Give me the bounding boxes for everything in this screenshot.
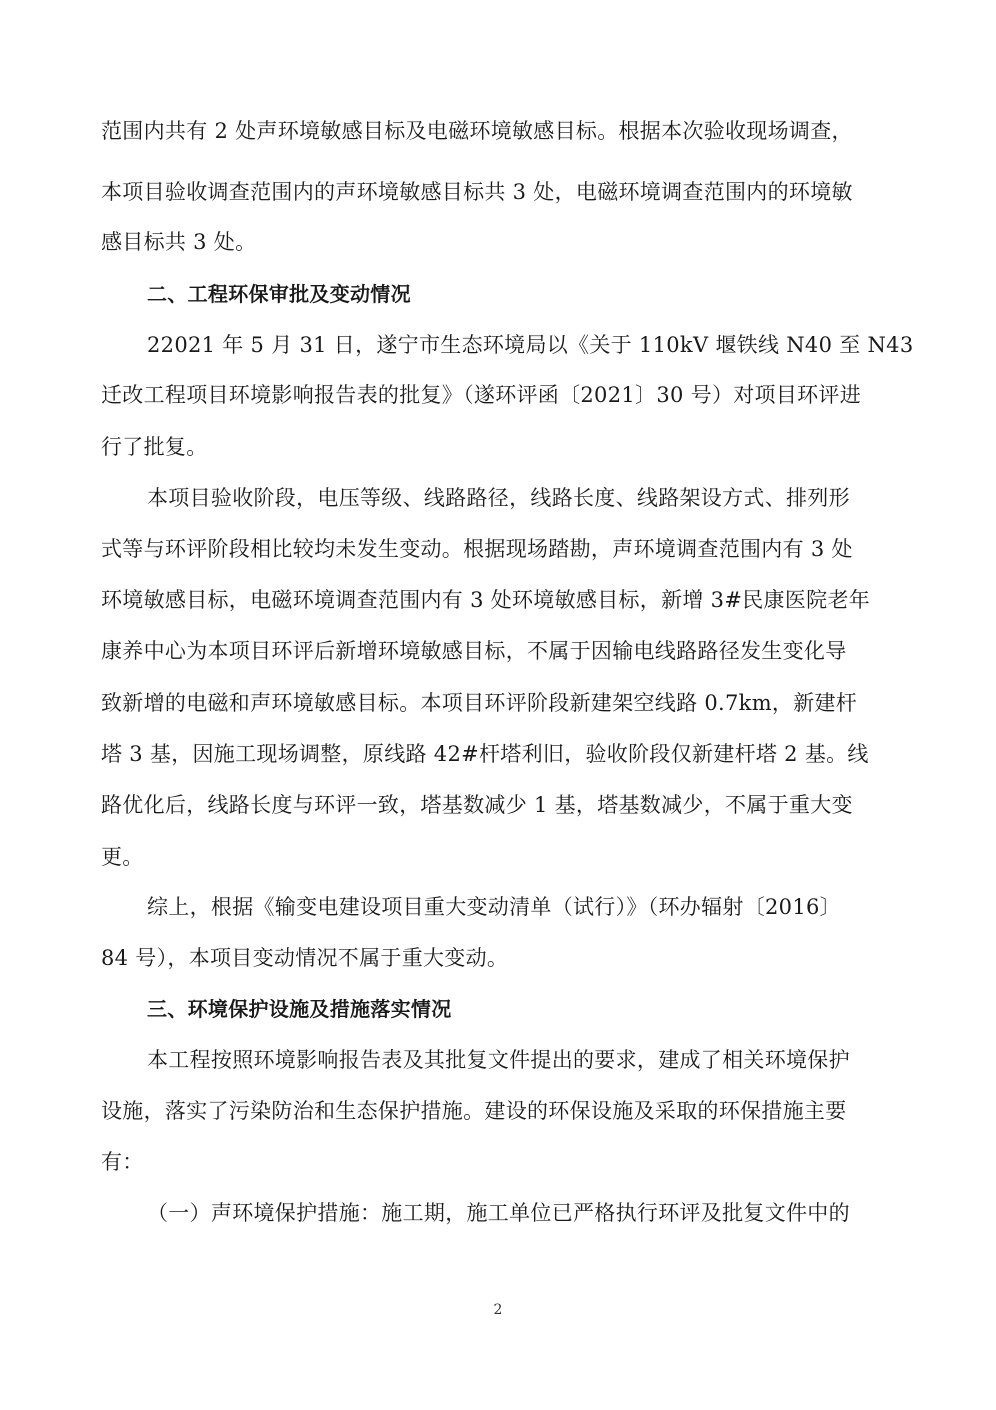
text-line: 84 号），本项目变动情况不属于重大变动。 [101,946,509,970]
text-line: 塔 3 基，因施工现场调整，原线路 42#杆塔利旧，验收阶段仅新建杆塔 2 基。线 [101,742,869,766]
text-line: 综上，根据《输变电建设项目重大变动清单（试行）》（环办辐射〔2016〕 [147,895,841,919]
text-line: 致新增的电磁和声环境敏感目标。本项目环评阶段新建架空线路 0.7km，新建杆 [101,691,858,715]
text-line: 康养中心为本项目环评后新增环境敏感目标，不属于因输电线路路径发生变化导 [101,639,847,663]
text-line: 设施，落实了污染防治和生态保护措施。建设的环保设施及采取的环保措施主要 [101,1099,847,1123]
text-line: 路优化后，线路长度与环评一致，塔基数减少 1 基，塔基数减少，不属于重大变 [101,793,853,817]
text-line: 本项目验收阶段，电压等级、线路路径，线路长度、线路架设方式、排列形 [147,486,850,510]
text-line: 感目标共 3 处。 [101,230,257,254]
text-line: 更。 [101,845,144,869]
text-line: 本项目验收调查范围内的声环境敏感目标共 3 处，电磁环境调查范围内的环境敏 [101,180,853,204]
text-line: 范围内共有 2 处声环境敏感目标及电磁环境敏感目标。根据本次验收现场调查， [101,119,853,143]
text-line: 迁改工程项目环境影响报告表的批复》（遂环评函〔2021〕30 号）对项目环评进 [101,383,862,407]
text-line: 式等与环评阶段相比较均未发生变动。根据现场踏勘，声环境调查范围内有 3 处 [101,537,853,561]
text-line: 本工程按照环境影响报告表及其批复文件提出的要求，建成了相关环境保护 [147,1048,850,1072]
text-line: 行了批复。 [101,435,208,459]
section-heading: 三、环境保护设施及措施落实情况 [147,997,452,1021]
text-line: 环境敏感目标，电磁环境调查范围内有 3 处环境敏感目标，新增 3#民康医院老年 [101,588,871,612]
section-heading: 二、工程环保审批及变动情况 [147,282,411,306]
text-line: （一）声环境保护措施：施工期，施工单位已严格执行环评及批复文件中的 [147,1201,850,1225]
text-line: 有： [101,1150,144,1174]
page-number: 2 [493,1302,503,1318]
text-line: 22021 年 5 月 31 日，遂宁市生态环境局以《关于 110kV 堰铁线 N40 至 N43 [147,333,914,357]
